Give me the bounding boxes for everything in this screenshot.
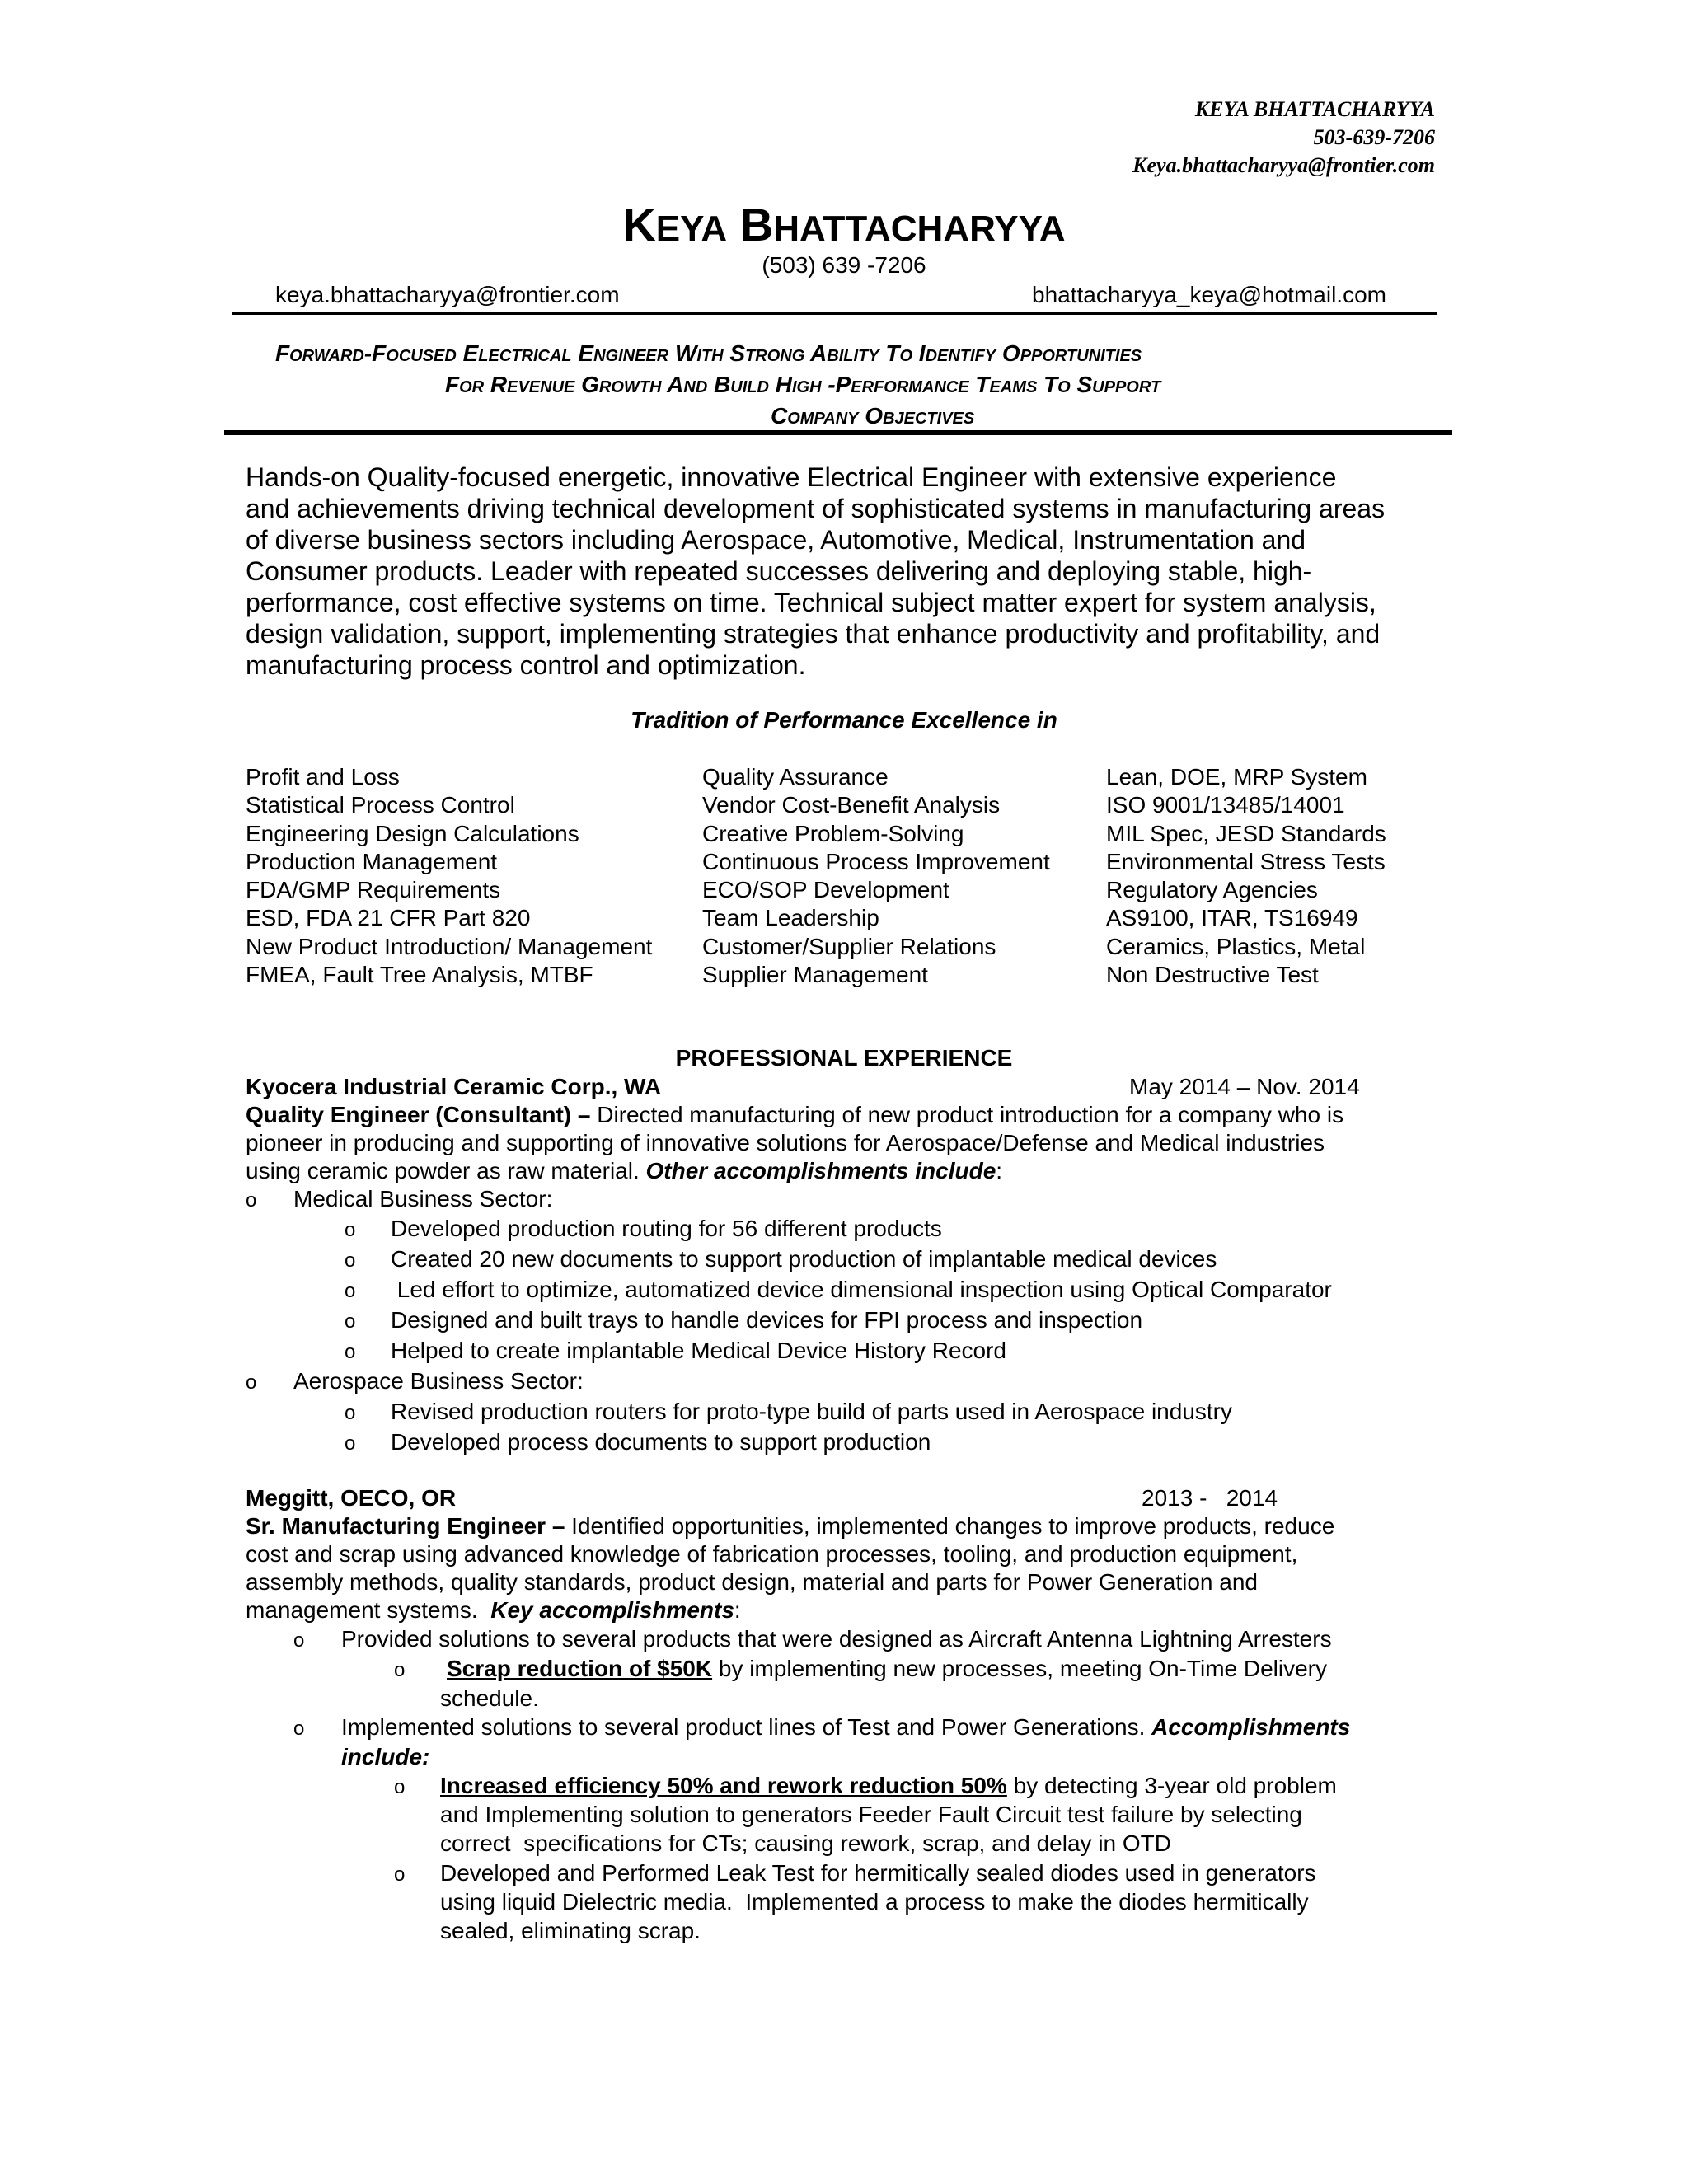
- job1-title-line: Quality Engineer (Consultant) – Directed manufacturing of new product introduction for a company who is: [246, 1102, 1344, 1127]
- skill-item: Quality Assurance: [702, 764, 889, 790]
- job2-subitem-cont: sealed, eliminating scrap.: [440, 1918, 701, 1943]
- list-item: Led effort to optimize, automatized device dimensional inspection using Optical Comparator: [391, 1277, 1332, 1302]
- skills-column-1: [246, 763, 652, 989]
- tagline-line-2: For Revenue Growth And Build High -Performance Teams To Support: [445, 372, 1161, 397]
- bullet-icon: o: [394, 1659, 406, 1681]
- email-right: bhattacharyya_keya@hotmail.com: [1032, 282, 1386, 307]
- summary-line: design validation, support, implementing strategies that enhance productivity and profitability, and: [246, 619, 1381, 649]
- bullet-icon: o: [394, 1863, 406, 1886]
- summary-line: manufacturing process control and optimization.: [246, 650, 806, 680]
- experience-heading: PROFESSIONAL EXPERIENCE: [675, 1045, 1013, 1071]
- job1-sector-medical: Medical Business Sector:: [293, 1186, 553, 1212]
- header-phone: (503) 639 -7206: [762, 252, 926, 278]
- bullet-icon: o: [246, 1189, 257, 1212]
- skills-column-3: [1106, 763, 1386, 989]
- list-item: Helped to create implantable Medical Device History Record: [391, 1338, 1007, 1363]
- skill-item: Ceramics, Plastics, Metal: [1106, 933, 1366, 959]
- job2-subitem: Developed and Performed Leak Test for hermitically sealed diodes used in generators: [440, 1860, 1316, 1886]
- summary-line: and achievements driving technical development of sophisticated systems in manufacturing areas: [246, 494, 1386, 523]
- skill-item: Vendor Cost-Benefit Analysis: [702, 792, 1001, 818]
- skill-item: ISO 9001/13485/14001: [1106, 792, 1345, 818]
- summary-line: performance, cost effective systems on time. Technical subject matter expert for system analysis,: [246, 588, 1376, 617]
- bullet-icon: o: [293, 1718, 305, 1740]
- job1-company: Kyocera Industrial Ceramic Corp., WA: [246, 1074, 662, 1099]
- corner-phone: 503-639-7206: [1313, 125, 1435, 149]
- skill-item: Regulatory Agencies: [1106, 877, 1318, 903]
- job2-subitem: Increased efficiency 50% and rework reduction 50% by detecting 3-year old problem: [440, 1773, 1337, 1798]
- job2-subitem: Scrap reduction of $50K by implementing new processes, meeting On-Time Delivery: [447, 1656, 1328, 1681]
- list-item: Developed process documents to support production: [391, 1429, 931, 1455]
- list-item: Developed production routing for 56 different products: [391, 1216, 942, 1241]
- skill-item: Lean, DOE, MRP System: [1106, 764, 1367, 790]
- bullet-icon: o: [345, 1341, 356, 1363]
- skill-item: Profit and Loss: [246, 764, 400, 790]
- bullet-icon: o: [394, 1776, 406, 1798]
- header-rule: [232, 312, 1437, 315]
- job2-subitem-cont: schedule.: [440, 1685, 539, 1711]
- job2-subitem-cont: using liquid Dielectric media. Implemented a process to make the diodes hermitically: [440, 1889, 1309, 1915]
- job1-desc-line: pioneer in producing and supporting of innovative solutions for Aerospace/Defense and Medical industries: [246, 1130, 1325, 1155]
- skills-heading: Tradition of Performance Excellence in: [631, 707, 1057, 733]
- tagline-line-3: Company Objectives: [771, 403, 975, 429]
- skill-item: Team Leadership: [702, 905, 879, 931]
- job1-dates: May 2014 – Nov. 2014: [1129, 1074, 1360, 1099]
- job2-desc-line: cost and scrap using advanced knowledge of fabrication processes, tooling, and production equipment,: [246, 1541, 1298, 1567]
- job2-subitem-cont: correct specifications for CTs; causing rework, scrap, and delay in OTD: [440, 1830, 1172, 1856]
- skill-item: Customer/Supplier Relations: [702, 933, 996, 959]
- summary-paragraph: [246, 462, 1441, 681]
- bullet-icon: o: [345, 1249, 356, 1272]
- bullet-icon: o: [345, 1432, 356, 1455]
- skill-item: Engineering Design Calculations: [246, 820, 579, 846]
- skill-item: FMEA, Fault Tree Analysis, MTBF: [246, 962, 593, 988]
- summary-line: Hands-on Quality-focused energetic, innovative Electrical Engineer with extensive experience: [246, 462, 1337, 492]
- job2-title-line: Sr. Manufacturing Engineer – Identified opportunities, implemented changes to improve products, reduce: [246, 1513, 1335, 1539]
- skills-column-2: [702, 763, 1050, 989]
- corner-name: KEYA BHATTACHARYYA: [1194, 97, 1435, 121]
- bullet-icon: o: [345, 1219, 356, 1241]
- list-item: Designed and built trays to handle devices for FPI process and inspection: [391, 1307, 1143, 1333]
- resume-name: KEYA BHATTACHARYYA: [622, 199, 1066, 251]
- bullet-icon: o: [345, 1310, 356, 1333]
- skill-item: FDA/GMP Requirements: [246, 877, 501, 903]
- bullet-icon: o: [293, 1629, 305, 1652]
- list-item: Created 20 new documents to support production of implantable medical devices: [391, 1246, 1217, 1272]
- skill-item: Non Destructive Test: [1106, 962, 1319, 988]
- email-left: keya.bhattacharyya@frontier.com: [275, 282, 620, 307]
- skill-item: Creative Problem-Solving: [702, 820, 964, 846]
- summary-line: Consumer products. Leader with repeated successes delivering and deploying stable, high-: [246, 556, 1312, 586]
- job2-desc-line: management systems. Key accomplishments:: [246, 1597, 741, 1623]
- skill-item: AS9100, ITAR, TS16949: [1106, 905, 1358, 931]
- skill-item: Statistical Process Control: [246, 792, 515, 818]
- job2-desc-line: assembly methods, quality standards, product design, material and parts for Power Generation and: [246, 1569, 1258, 1595]
- skill-item: Environmental Stress Tests: [1106, 848, 1386, 874]
- bullet-icon: o: [246, 1371, 257, 1394]
- skill-item: Supplier Management: [702, 962, 928, 988]
- bullet-icon: o: [345, 1402, 356, 1424]
- corner-email: Keya.bhattacharyya@frontier.com: [1132, 153, 1435, 177]
- skill-item: Continuous Process Improvement: [702, 848, 1050, 874]
- job1-sector-aerospace: Aerospace Business Sector:: [293, 1368, 584, 1394]
- skill-item: ECO/SOP Development: [702, 877, 950, 903]
- skill-item: New Product Introduction/ Management: [246, 933, 653, 959]
- job2-company: Meggitt, OECO, OR: [246, 1485, 457, 1511]
- skill-item: ESD, FDA 21 CFR Part 820: [246, 905, 531, 931]
- skill-item: Production Management: [246, 848, 498, 874]
- bullet-icon: o: [345, 1280, 356, 1302]
- job1-desc-line: using ceramic powder as raw material. Other accomplishments include:: [246, 1158, 1003, 1183]
- tagline-line-1: Forward-Focused Electrical Engineer With Strong Ability To Identify Opportunities: [275, 340, 1142, 366]
- summary-line: of diverse business sectors including Aerospace, Automotive, Medical, Instrumentation and: [246, 525, 1306, 555]
- job2-dates: 2013 - 2014: [1142, 1485, 1278, 1511]
- list-item: Revised production routers for proto-type build of parts used in Aerospace industry: [391, 1399, 1233, 1424]
- job2-subitem-cont: and Implementing solution to generators Feeder Fault Circuit test failure by selecting: [440, 1802, 1302, 1827]
- skill-item: MIL Spec, JESD Standards: [1106, 820, 1386, 846]
- job2-item: Implemented solutions to several product lines of Test and Power Generations. Accomplishments: [341, 1714, 1351, 1740]
- job2-item-cont: include:: [341, 1744, 430, 1769]
- tagline-rule: [224, 430, 1452, 435]
- job2-item: Provided solutions to several products that were designed as Aircraft Antenna Lightning Arresters: [341, 1626, 1332, 1652]
